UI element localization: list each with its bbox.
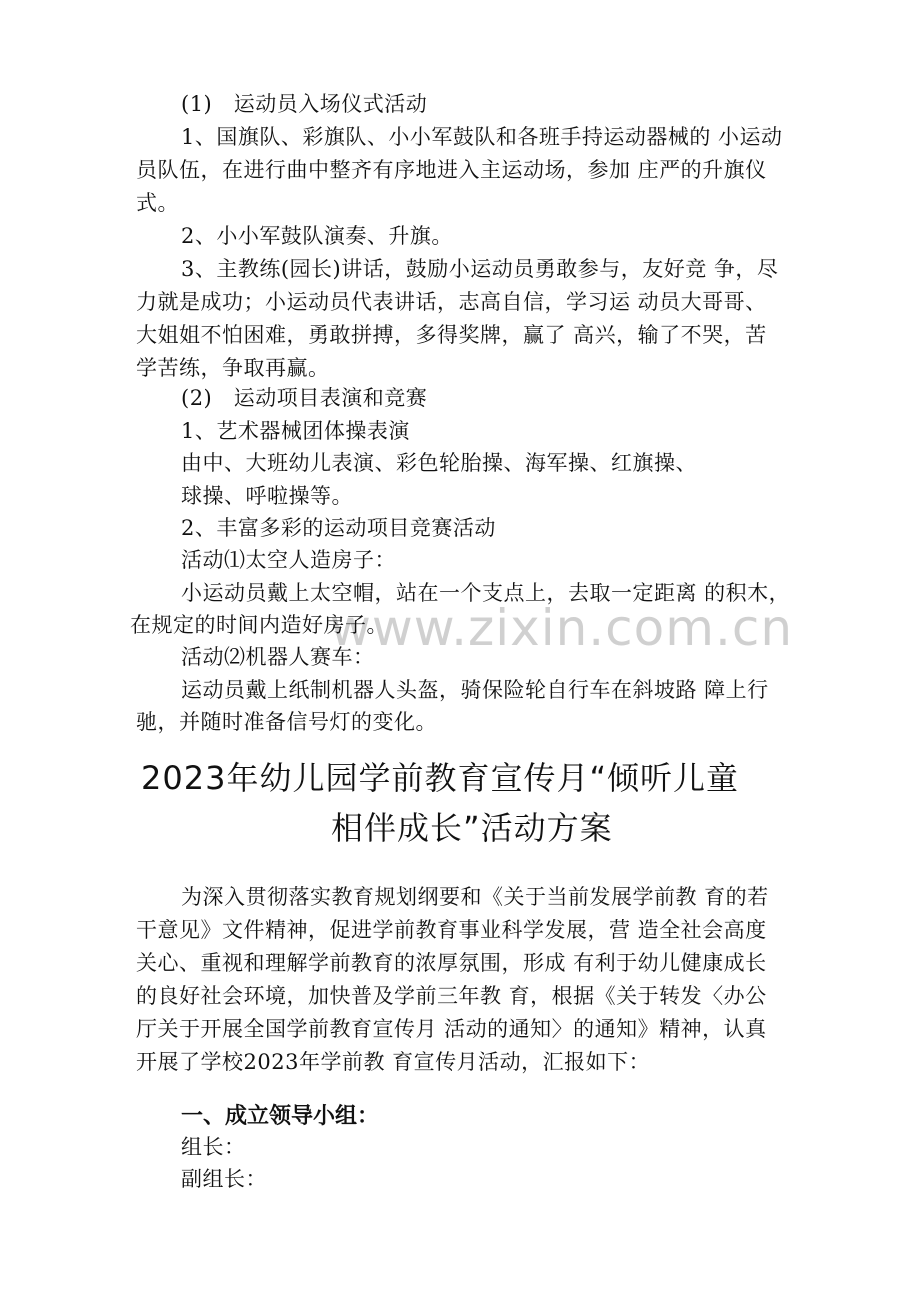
paragraph-line: 运动员戴上纸制机器人头盔，骑保险轮自行车在斜坡路 障上行 [181, 678, 769, 702]
paragraph-line: 活动⑴太空人造房子： [181, 548, 396, 572]
paragraph-line: 小运动员戴上太空帽，站在一个支点上，去取一定距离 的积木， [181, 581, 791, 605]
paragraph-line: 力就是成功；小运动员代表讲话，志高自信，学习运 动员大哥哥、 [136, 290, 767, 314]
section-heading: 一、成立领导小组： [181, 1104, 380, 1129]
intro-line: 的良好社会环境，加快普及学前三年教 育，根据《关于转发〈办公 [136, 984, 767, 1008]
paragraph-line: (1) 运动员入场仪式活动 [181, 92, 428, 116]
intro-line: 干意见》文件精神，促进学前教育事业科学发展，营 造全社会高度 [136, 918, 767, 942]
paragraph-line: 员队伍，在进行曲中整齐有序地进入主运动场，参加 庄严的升旗仪 [136, 158, 767, 182]
field-label-leader: 组长： [181, 1135, 246, 1159]
paragraph-line: 3、主教练(园长)讲话，鼓励小运动员勇敢参与，友好竞 争，尽 [181, 257, 779, 281]
paragraph-line: 式。 [136, 191, 179, 215]
paragraph-line: 1、艺术器械团体操表演 [181, 419, 410, 443]
paragraph-line: 在规定的时间内造好房子。 [130, 613, 388, 637]
paragraph-line: 1、国旗队、彩旗队、小小军鼓队和各班手持运动器械的 小运动 [181, 125, 783, 149]
field-label-deputy-leader: 副组长： [181, 1167, 267, 1191]
paragraph-line: 大姐姐不怕困难，勇敢拼搏，多得奖牌，赢了 高兴，输了不哭，苦 [136, 323, 767, 347]
paragraph-line: (2) 运动项目表演和竞赛 [181, 386, 428, 410]
intro-line: 厅关于开展全国学前教育宣传月 活动的通知〉的通知》精神，认真 [136, 1017, 767, 1041]
paragraph-line: 2、丰富多彩的运动项目竞赛活动 [181, 516, 496, 540]
paragraph-line: 由中、大班幼儿表演、彩色轮胎操、海军操、红旗操、 [181, 451, 697, 475]
document-title-line-1: 2023年幼儿园学前教育宣传月“倾听儿童 [141, 759, 740, 797]
paragraph-line: 学苦练，争取再赢。 [136, 356, 330, 380]
intro-line: 为深入贯彻落实教育规划纲要和《关于当前发展学前教 育的若 [181, 885, 769, 909]
document-title-line-2: 相伴成长”活动方案 [331, 809, 613, 847]
paragraph-line: 球操、呼啦操等。 [181, 484, 353, 508]
intro-line: 开展了学校2023年学前教 育宣传月活动，汇报如下： [136, 1050, 651, 1074]
watermark: www.zixin.com.cn [330, 599, 794, 657]
intro-line: 关心、重视和理解学前教育的浓厚氛围，形成 有利于幼儿健康成长 [136, 951, 767, 975]
paragraph-line: 驰，并随时准备信号灯的变化。 [136, 710, 437, 734]
paragraph-line: 2、小小军鼓队演奏、升旗。 [181, 224, 453, 248]
paragraph-line: 活动⑵机器人赛车： [181, 645, 375, 669]
